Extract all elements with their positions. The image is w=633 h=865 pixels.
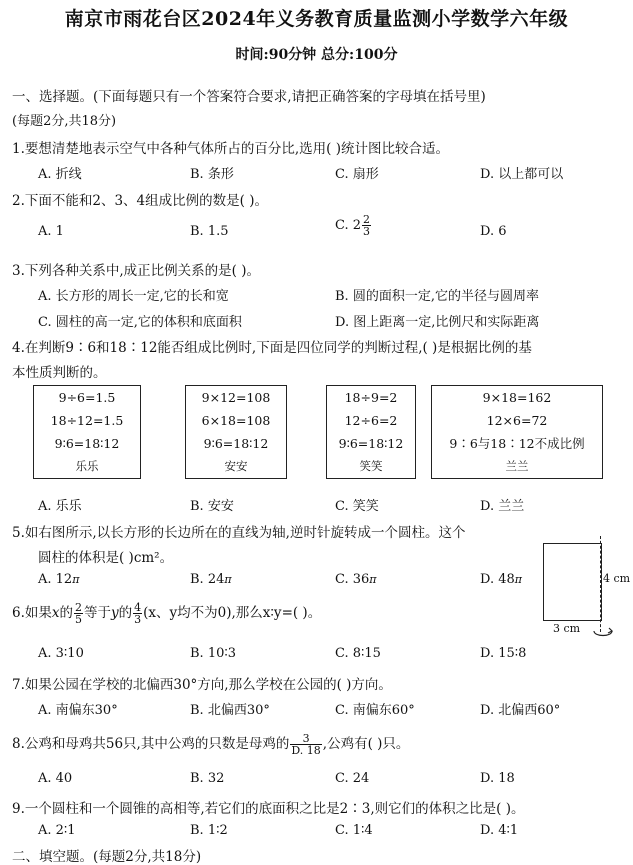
pi-symbol: π xyxy=(224,573,232,586)
q6-fraction-2 xyxy=(133,602,142,625)
q3-option-a[interactable]: A. 长方形的周长一定,它的长和宽 xyxy=(38,289,229,304)
q1-option-a[interactable]: A. 折线 xyxy=(38,167,82,182)
q4-box-lele-line3: 9∶6=18∶12 xyxy=(54,436,120,451)
q6-suffix: (x、y均不为0),那么x∶y=( )。 xyxy=(143,605,322,621)
q2-option-b[interactable]: B. 1.5 xyxy=(190,224,229,239)
pi-symbol: π xyxy=(514,573,523,586)
q8-option-b[interactable]: B. 32 xyxy=(190,771,225,786)
q6-option-a[interactable]: A. 3∶10 xyxy=(38,646,84,661)
question-8 xyxy=(12,732,409,756)
q5-option-d-value: D. 48 xyxy=(480,572,515,587)
pi-symbol: π xyxy=(369,573,377,586)
pi-symbol: π xyxy=(72,573,80,586)
q8-frac-den: D. 18 xyxy=(291,744,321,757)
q2-frac-den: 3 xyxy=(363,225,371,238)
q4-box-xiaoxiao-line3: 9∶6=18∶12 xyxy=(338,436,404,451)
q7-option-d[interactable]: D. 北偏西60° xyxy=(480,703,561,718)
q6-var-y: y xyxy=(111,605,119,621)
q6-fraction-1 xyxy=(74,602,83,625)
q8-option-a[interactable]: A. 40 xyxy=(38,771,73,786)
question-2: 2.下面不能和2、3、4组成比例的数是( )。 xyxy=(12,193,268,209)
q2-option-a[interactable]: A. 1 xyxy=(38,224,64,239)
question-9: 9.一个圆柱和一个圆锥的高相等,若它们的底面积之比是2∶3,则它们的体积之比是( )。 xyxy=(12,801,525,817)
question-3: 3.下列各种关系中,成正比例关系的是( )。 xyxy=(12,263,260,279)
q9-option-c[interactable]: C. 1∶4 xyxy=(335,823,373,838)
q1-option-c[interactable]: C. 扇形 xyxy=(335,167,379,182)
q7-option-b[interactable]: B. 北偏西30° xyxy=(190,703,270,718)
q1-option-b[interactable]: B. 条形 xyxy=(190,167,234,182)
q4-box-lele-name: 乐乐 xyxy=(75,459,99,473)
question-6 xyxy=(12,601,321,625)
section-heading-fill: 二、填空题。(每题2分,共18分) xyxy=(12,849,202,865)
section-note: (每题2分,共18分) xyxy=(12,114,117,129)
question-5-line2: 圆柱的体积是( )cm²。 xyxy=(38,550,174,566)
q6-option-c[interactable]: C. 8∶15 xyxy=(335,646,381,661)
rectangle-figure xyxy=(543,543,602,621)
q2-option-c[interactable] xyxy=(335,214,372,237)
q8-prefix: 8.公鸡和母鸡共56只,其中公鸡的只数是母鸡的 xyxy=(12,736,290,752)
q5-option-c-value: C. 36 xyxy=(335,572,370,587)
q8-suffix: ,公鸡有( )只。 xyxy=(322,736,410,752)
q1-option-d[interactable]: D. 以上都可以 xyxy=(480,167,564,182)
question-4-line1: 4.在判断9∶6和18∶12能否组成比例时,下面是四位同学的判断过程,( )是根据比例的基 xyxy=(12,340,532,356)
q2-option-c-whole: C. 2 xyxy=(335,218,362,233)
q4-box-lanlan xyxy=(431,385,603,479)
q2-option-d[interactable]: D. 6 xyxy=(480,224,507,239)
q4-box-xiaoxiao-name: 笑笑 xyxy=(359,459,383,473)
q4-option-c[interactable]: C. 笑笑 xyxy=(335,499,379,514)
q4-box-lanlan-line1: 9×18=162 xyxy=(482,390,552,405)
q6-option-b[interactable]: B. 10∶3 xyxy=(190,646,237,661)
question-5-line1: 5.如右图所示,以长方形的长边所在的直线为轴,逆时针旋转成一个圆柱。这个 xyxy=(12,525,466,541)
q4-option-b[interactable]: B. 安安 xyxy=(190,499,234,514)
q5-option-a-value: A. 12 xyxy=(38,572,73,587)
q3-option-d[interactable]: D. 图上距离一定,比例尺和实际距离 xyxy=(335,315,540,330)
q6-var-x: x xyxy=(51,605,60,621)
q4-option-d[interactable]: D. 兰兰 xyxy=(480,499,525,514)
q5-option-d[interactable] xyxy=(480,572,522,587)
question-4-line2: 本性质判断的。 xyxy=(12,365,107,381)
q4-box-anan-line2: 6×18=108 xyxy=(201,413,271,428)
q4-box-xiaoxiao-line1: 18÷9=2 xyxy=(344,390,398,405)
q7-option-c[interactable]: C. 南偏东60° xyxy=(335,703,415,718)
q4-box-lanlan-line3: 9∶6与18∶12不成比例 xyxy=(449,436,585,451)
rotation-arrow-icon xyxy=(591,625,615,639)
rotation-axis xyxy=(600,536,601,632)
q3-option-c[interactable]: C. 圆柱的高一定,它的体积和底面积 xyxy=(38,315,242,330)
q4-box-lele xyxy=(33,385,141,479)
q6-of2: 的 xyxy=(118,605,133,621)
q6-frac1-den: 5 xyxy=(75,613,83,626)
q7-option-a[interactable]: A. 南偏东30° xyxy=(38,703,118,718)
q4-box-anan-name: 安安 xyxy=(224,459,248,473)
question-7: 7.如果公园在学校的北偏西30°方向,那么学校在公园的( )方向。 xyxy=(12,677,392,693)
q4-box-anan-line3: 9∶6=18∶12 xyxy=(203,436,269,451)
q6-option-d[interactable]: D. 15∶8 xyxy=(480,646,527,661)
q4-box-xiaoxiao xyxy=(326,385,416,479)
q4-option-a[interactable]: A. 乐乐 xyxy=(38,499,82,514)
q6-frac2-den: 3 xyxy=(134,613,142,626)
exam-info: 时间:90分钟 总分:100分 xyxy=(235,47,398,63)
q4-box-anan-line1: 9×12=108 xyxy=(201,390,271,405)
q6-frac2-num: 4 xyxy=(134,601,142,614)
q4-box-xiaoxiao-line2: 12÷6=2 xyxy=(344,413,398,428)
q8-option-d[interactable]: D. 18 xyxy=(480,771,515,786)
q8-frac-num: 3 xyxy=(290,733,321,745)
q6-of: 的 xyxy=(59,605,74,621)
q6-frac1-num: 2 xyxy=(75,601,83,614)
q4-box-lele-line2: 18÷12=1.5 xyxy=(50,413,124,428)
q6-equals: 等于 xyxy=(84,605,112,621)
q9-option-d[interactable]: D. 4∶1 xyxy=(480,823,519,838)
q5-option-a[interactable] xyxy=(38,572,79,587)
page-title: 南京市雨花台区2024年义务教育质量监测小学数学六年级 xyxy=(64,8,569,30)
section-heading-choice: 一、选择题。(下面每题只有一个答案符合要求,请把正确答案的字母填在括号里) xyxy=(12,89,486,105)
q5-option-c[interactable] xyxy=(335,572,377,587)
figure-long-side-label: 4 cm xyxy=(603,572,631,585)
q5-option-b[interactable] xyxy=(190,572,232,587)
q9-option-a[interactable]: A. 2∶1 xyxy=(38,823,76,838)
question-1: 1.要想清楚地表示空气中各种气体所占的百分比,选用( )统计图比较合适。 xyxy=(12,141,449,157)
q8-fraction xyxy=(290,733,321,756)
q4-box-lanlan-name: 兰兰 xyxy=(505,459,529,473)
q5-option-b-value: B. 24 xyxy=(190,572,225,587)
q3-option-b[interactable]: B. 圆的面积一定,它的半径与圆周率 xyxy=(335,289,539,304)
figure-short-side-label: 3 cm xyxy=(553,622,581,635)
q9-option-b[interactable]: B. 1∶2 xyxy=(190,823,228,838)
q4-box-anan xyxy=(185,385,287,479)
q2-fraction xyxy=(362,214,371,237)
q4-box-lele-line1: 9÷6=1.5 xyxy=(58,390,116,405)
q2-frac-num: 2 xyxy=(363,213,371,226)
q6-prefix: 6.如果 xyxy=(12,605,52,621)
q8-option-c[interactable]: C. 24 xyxy=(335,771,370,786)
q4-box-lanlan-line2: 12×6=72 xyxy=(486,413,548,428)
